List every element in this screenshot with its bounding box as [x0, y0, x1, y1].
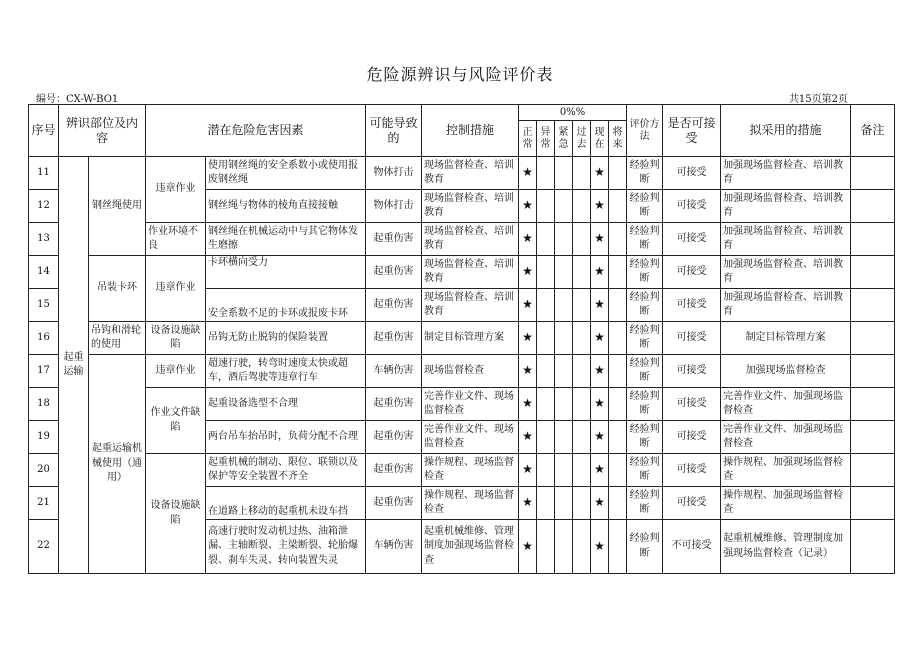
cell-measures: 完善作业文件、加强现场监督检查 [721, 388, 851, 421]
cell-result: 起重伤害 [366, 487, 422, 520]
cell-seq: 22 [29, 520, 59, 574]
header-hazard: 潜在危险危害因素 [146, 105, 366, 157]
cell-hazard: 安全系数不足的卡环或报废卡环 [206, 289, 366, 322]
header-state-group: 0%% [519, 105, 627, 121]
cell-hazard: 超速行驶，转弯时速度太快或超车，酒后驾驶等违章行车 [206, 355, 366, 388]
cell-method: 经验判断 [627, 157, 663, 190]
cell-now-star: ★ [591, 454, 609, 487]
cell-result: 车辆伤害 [366, 520, 422, 574]
header-abnormal: 异常 [537, 121, 555, 157]
cell-result: 起重伤害 [366, 256, 422, 289]
cell-control: 起重机械维修、管理制度加强现场监督检查 [422, 520, 519, 574]
cell-measures: 加强现场监督检查、培训教育 [721, 256, 851, 289]
cell-acceptable: 可接受 [663, 256, 721, 289]
cell-result: 起重伤害 [366, 454, 422, 487]
table-row [29, 322, 895, 355]
table-row [29, 454, 895, 487]
cell-seq: 11 [29, 157, 59, 190]
cell-method: 经验判断 [627, 190, 663, 223]
cell-hazard: 两台吊车抬吊时，负荷分配不合理 [206, 421, 366, 454]
cell-method: 经验判断 [627, 289, 663, 322]
cell-normal-star: ★ [519, 190, 537, 223]
cell-measures: 操作规程、加强现场监督检查 [721, 487, 851, 520]
cell-acceptable: 可接受 [663, 289, 721, 322]
cell-now-star: ★ [591, 487, 609, 520]
cell-acceptable: 可接受 [663, 322, 721, 355]
cell-now-star: ★ [591, 157, 609, 190]
table-row [29, 157, 895, 190]
cell-result: 起重伤害 [366, 289, 422, 322]
header-past: 过去 [573, 121, 591, 157]
cell-seq: 14 [29, 256, 59, 289]
cell-measures: 制定目标管理方案 [721, 322, 851, 355]
header-now: 现在 [591, 121, 609, 157]
cell-method: 经验判断 [627, 487, 663, 520]
cell-measures: 起重机械维修、管理制度加强现场监督检查（记录） [721, 520, 851, 574]
cell-result: 起重伤害 [366, 223, 422, 256]
cell-result: 起重伤害 [366, 388, 422, 421]
cell-acceptable: 可接受 [663, 421, 721, 454]
cell-now-star: ★ [591, 355, 609, 388]
page-counter: 共15页第2页 [788, 94, 848, 105]
cell-seq: 20 [29, 454, 59, 487]
cell-control: 现场监督检查、培训教育 [422, 223, 519, 256]
cell-measures: 加强现场监督检查、培训教育 [721, 190, 851, 223]
cell-control: 完善作业文件、现场监督检查 [422, 421, 519, 454]
cell-acceptable: 不可接受 [663, 520, 721, 574]
cell-normal-star: ★ [519, 223, 537, 256]
cell-measures: 加强现场监督检查 [721, 355, 851, 388]
group-hook: 吊钩和滑轮的使用 [89, 322, 146, 355]
header-result: 可能导致的 [366, 105, 422, 157]
cell-control: 现场监督检查、培训教育 [422, 289, 519, 322]
cell-control: 现场监督检查 [422, 355, 519, 388]
document-code: 编号：CX-W-BO1 [36, 94, 119, 105]
header-urgent: 紧急 [555, 121, 573, 157]
table-row [29, 256, 895, 289]
group-lifting: 起重运输 [59, 157, 89, 574]
cell-hazard: 卡环横向受力 [206, 256, 366, 289]
cell-measures: 加强现场监督检查、培训教育 [721, 157, 851, 190]
cell-seq: 16 [29, 322, 59, 355]
page-title: 危险源辨识与风险评价表 [366, 65, 554, 84]
header-measures: 拟采用的措施 [721, 105, 851, 157]
cell-result: 物体打击 [366, 190, 422, 223]
cell-control: 完善作业文件、现场监督检查 [422, 388, 519, 421]
cell-seq: 13 [29, 223, 59, 256]
cell-acceptable: 可接受 [663, 355, 721, 388]
header-seq: 序号 [29, 105, 59, 157]
cell-control: 现场监督检查、培训教育 [422, 190, 519, 223]
cell-now-star: ★ [591, 256, 609, 289]
cell-now-star: ★ [591, 289, 609, 322]
cell-method: 经验判断 [627, 388, 663, 421]
cell-normal-star: ★ [519, 157, 537, 190]
group-wire-rope: 钢丝绳使用 [89, 157, 146, 256]
cell-method: 经验判断 [627, 454, 663, 487]
cell-seq: 12 [29, 190, 59, 223]
cell-normal-star: ★ [519, 520, 537, 574]
cell-now-star: ★ [591, 190, 609, 223]
table-row [29, 388, 895, 421]
cell-method: 经验判断 [627, 256, 663, 289]
cell-now-star: ★ [591, 322, 609, 355]
sub-env: 作业环境不良 [146, 223, 206, 256]
sub-equip-1: 设备设施缺陷 [146, 322, 206, 355]
cell-acceptable: 可接受 [663, 454, 721, 487]
cell-control: 操作规程、现场监督检查 [422, 454, 519, 487]
cell-seq: 15 [29, 289, 59, 322]
cell-result: 车辆伤害 [366, 355, 422, 388]
header-control: 控制措施 [422, 105, 519, 157]
header-future: 将来 [609, 121, 627, 157]
cell-normal-star: ★ [519, 388, 537, 421]
sub-equip-2: 设备设施缺陷 [146, 454, 206, 574]
cell-now-star: ★ [591, 520, 609, 574]
cell-method: 经验判断 [627, 223, 663, 256]
cell-hazard: 起重机械的制动、限位、联锁以及保护等安全装置不齐全 [206, 454, 366, 487]
cell-result: 物体打击 [366, 157, 422, 190]
sub-violation-3: 违章作业 [146, 355, 206, 388]
cell-result: 起重伤害 [366, 322, 422, 355]
cell-normal-star: ★ [519, 289, 537, 322]
cell-control: 现场监督检查、培训教育 [422, 256, 519, 289]
cell-hazard: 高速行驶时发动机过热、油箱泄漏、主轴断裂、主梁断裂、轮胎爆裂、刹车失灵、转向装置失灵 [206, 520, 366, 574]
group-machine: 起重运输机械使用（通用） [89, 355, 146, 574]
cell-seq: 18 [29, 388, 59, 421]
header-method: 评价方法 [627, 105, 663, 157]
cell-hazard: 起重设备选型不合理 [206, 388, 366, 421]
cell-measures: 加强现场监督检查、培训教育 [721, 223, 851, 256]
cell-seq: 19 [29, 421, 59, 454]
cell-measures: 加强现场监督检查、培训教育 [721, 289, 851, 322]
header-remark: 备注 [851, 105, 895, 157]
cell-seq: 17 [29, 355, 59, 388]
table-row [29, 355, 895, 388]
cell-method: 经验判断 [627, 322, 663, 355]
cell-seq: 21 [29, 487, 59, 520]
sub-violation-2: 违章作业 [146, 256, 206, 322]
cell-method: 经验判断 [627, 421, 663, 454]
sub-violation-1: 违章作业 [146, 157, 206, 223]
cell-acceptable: 可接受 [663, 157, 721, 190]
cell-method: 经验判断 [627, 355, 663, 388]
cell-control: 制定目标管理方案 [422, 322, 519, 355]
header-normal: 正常 [519, 121, 537, 157]
risk-assessment-table [28, 104, 895, 574]
sub-doc: 作业文件缺陷 [146, 388, 206, 454]
cell-now-star: ★ [591, 223, 609, 256]
group-shackle: 吊装卡环 [89, 256, 146, 322]
cell-hazard: 使用钢丝绳的安全系数小或使用报废钢丝绳 [206, 157, 366, 190]
cell-hazard: 吊钩无防止脱钩的保险装置 [206, 322, 366, 355]
cell-normal-star: ★ [519, 322, 537, 355]
cell-now-star: ★ [591, 388, 609, 421]
cell-acceptable: 可接受 [663, 190, 721, 223]
cell-normal-star: ★ [519, 421, 537, 454]
cell-acceptable: 可接受 [663, 487, 721, 520]
header-acceptable: 是否可接受 [663, 105, 721, 157]
cell-control: 操作规程、现场监督检查 [422, 487, 519, 520]
cell-acceptable: 可接受 [663, 223, 721, 256]
cell-normal-star: ★ [519, 487, 537, 520]
cell-measures: 完善作业文件、加强现场监督检查 [721, 421, 851, 454]
cell-normal-star: ★ [519, 454, 537, 487]
cell-now-star: ★ [591, 421, 609, 454]
cell-hazard: 钢丝绳在机械运动中与其它物体发生磨擦 [206, 223, 366, 256]
cell-acceptable: 可接受 [663, 388, 721, 421]
cell-control: 现场监督检查、培训教育 [422, 157, 519, 190]
table-row [29, 223, 895, 256]
cell-method: 经验判断 [627, 520, 663, 574]
cell-normal-star: ★ [519, 355, 537, 388]
cell-normal-star: ★ [519, 256, 537, 289]
header-part: 辨识部位及内容 [59, 105, 146, 157]
cell-hazard: 在道路上移动的起重机未设车挡 [206, 487, 366, 520]
cell-result: 起重伤害 [366, 421, 422, 454]
cell-measures: 操作规程、加强现场监督检查 [721, 454, 851, 487]
cell-hazard: 钢丝绳与物体的棱角直接接触 [206, 190, 366, 223]
